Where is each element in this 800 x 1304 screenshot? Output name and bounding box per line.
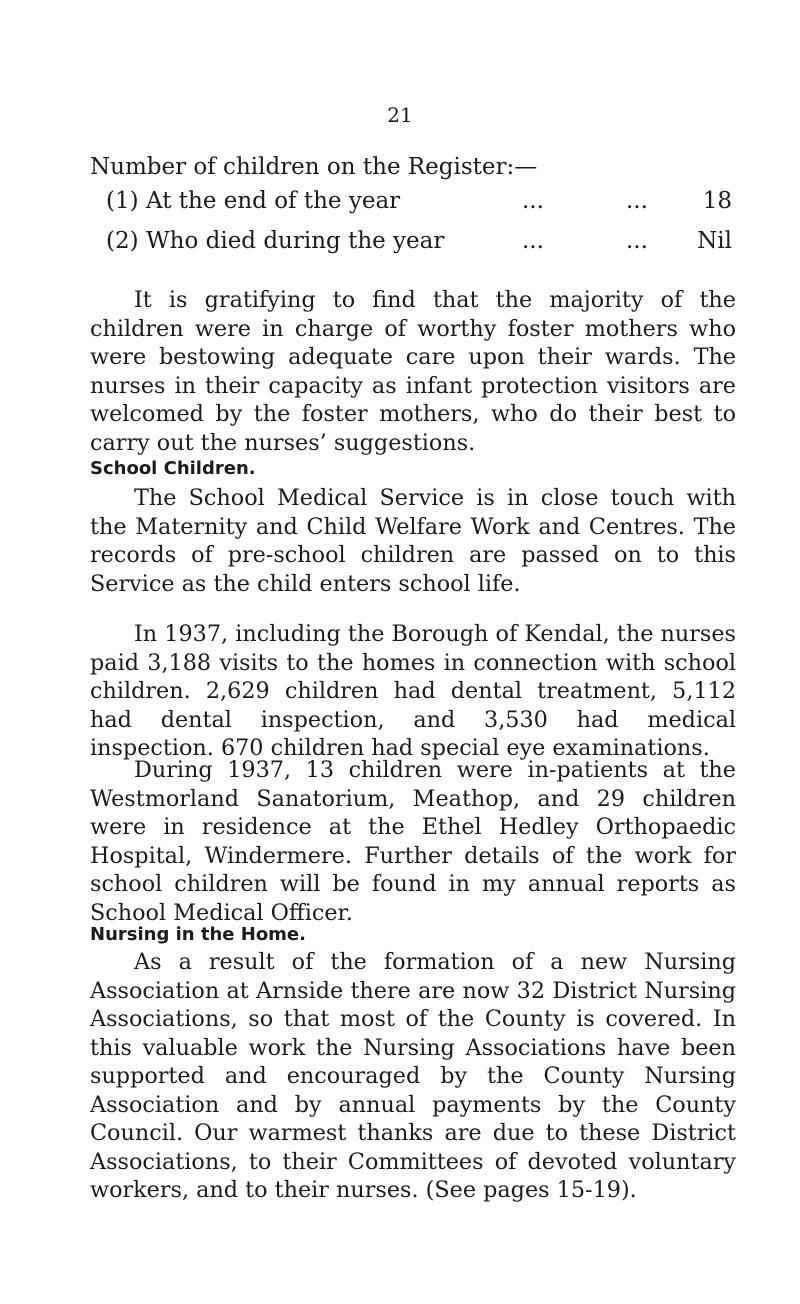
register-row-died (106, 224, 732, 258)
sanatorium-paragraph: During 1937, 13 children were in-patients at the Westmorland Sanatorium, Meathop, and 29 children were in residence at the Ethel Hedley Orthopaedic Hospital, Windermere. Further details of the work for school children will be found in my annual reports as School Medical Officer. (90, 757, 736, 926)
nursing-associations-paragraph: As a result of the formation of a new Nursing Association at Arnside there are now 32 District Nursing Associations, so that most of the County is covered. In this valuable work the Nursing Associations have been supported and encouraged by the County Nursing Association and by annual payments by the County Council. Our warmest thanks are due to these District Associations, to their Committees of devoted voluntary workers, and to their nurses. (See pages 15-19). (90, 949, 736, 1203)
school-visits-paragraph: In 1937, including the Borough of Kendal, the nurses paid 3,188 visits to the homes in connection with school children. 2,629 children had dental treatment, 5,112 had dental inspection, and 3,530 had medical inspection. 670 children had special eye examinations. (90, 621, 736, 761)
register-row-leader: ... (522, 228, 544, 254)
register-row-label: Who died during the year (146, 228, 445, 254)
register-row-value: Nil (697, 228, 732, 254)
register-row-number: (1) (106, 188, 139, 214)
register-row-value: 18 (702, 188, 732, 214)
register-row-leader: ... (626, 188, 648, 214)
nursing-in-home-heading: Nursing in the Home. (90, 924, 306, 945)
register-row-label: At the end of the year (146, 188, 401, 214)
register-row-leader: ... (522, 188, 544, 214)
register-row-end-of-year (106, 184, 732, 218)
foster-mothers-paragraph: It is gratifying to find that the majority of the children were in charge of worthy foster mothers who were bestowing adequate care upon their wards. The nurses in their capacity as infant protection visitors are welcomed by the foster mothers, who do their best to carry out the nurses’ suggestions. (90, 287, 736, 456)
register-row-leader: ... (626, 228, 648, 254)
school-children-heading: School Children. (90, 458, 256, 479)
register-row-number: (2) (106, 228, 139, 254)
page-number: 21 (387, 103, 413, 127)
school-medical-service-paragraph: The School Medical Service is in close touch with the Maternity and Child Welfare Work and Centres. The records of pre-school children are passed on to this Service as the child enters school life. (90, 485, 736, 597)
register-heading: Number of children on the Register:— (90, 154, 538, 180)
